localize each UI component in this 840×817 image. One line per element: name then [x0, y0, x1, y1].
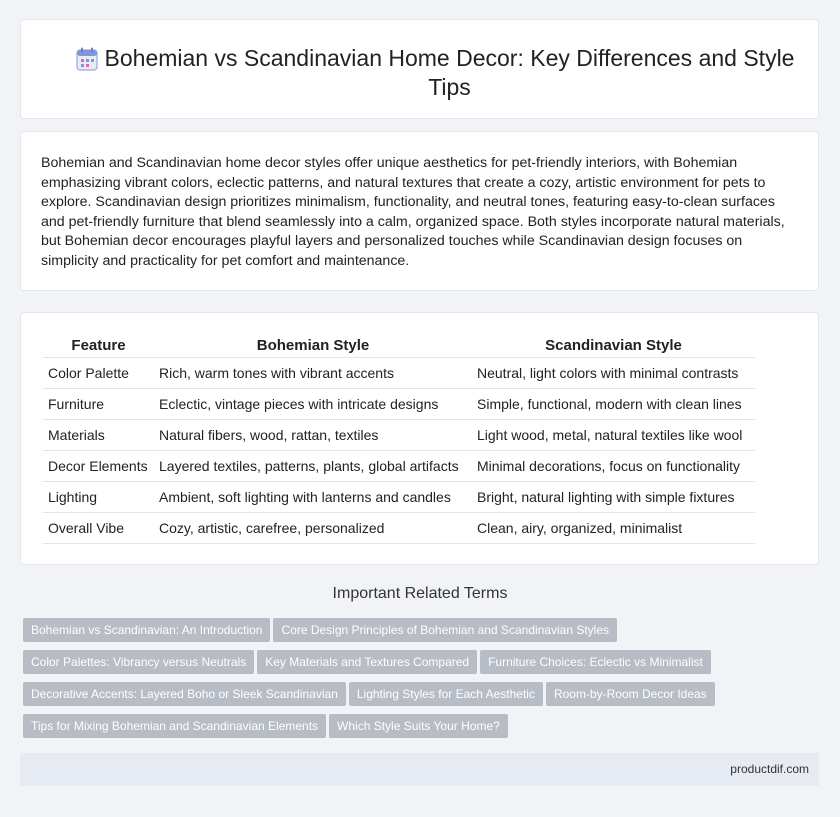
table-cell: Decor Elements: [43, 451, 154, 482]
table-cell: Eclectic, vintage pieces with intricate designs: [154, 389, 472, 420]
related-term-link[interactable]: Room-by-Room Decor Ideas: [546, 682, 715, 706]
table-row: [43, 358, 755, 389]
related-term-link[interactable]: Furniture Choices: Eclectic vs Minimalist: [480, 650, 711, 674]
table-header-row: [43, 333, 755, 358]
header-scandinavian: Scandinavian Style: [472, 333, 755, 358]
table-cell: Rich, warm tones with vibrant accents: [154, 358, 472, 389]
header-feature: Feature: [43, 333, 154, 358]
intro-card: [20, 131, 819, 291]
related-term-link[interactable]: Bohemian vs Scandinavian: An Introduction: [23, 618, 270, 642]
intro-text: Bohemian and Scandinavian home decor styles offer unique aesthetics for pet-friendly interiors, with Bohemian emphasizing vibrant colors, eclectic patterns, and natural textures that create a cozy, artistic environment for pets to explore. Scandinavian design prioritizes minimalism, functionality, and neutral tones, featuring easy-to-clean surfaces and pet-friendly furniture that blend seamlessly into a calm, organized space. Both styles incorporate natural materials, but Bohemian decor encourages playful layers and personalized touches while Scandinavian design focuses on simplicity and practicality for pet comfort and maintenance.: [41, 155, 785, 269]
table-cell: Color Palette: [43, 358, 154, 389]
table-cell: Ambient, soft lighting with lanterns and candles: [154, 482, 472, 513]
related-term-link[interactable]: Lighting Styles for Each Aesthetic: [349, 682, 543, 706]
table-cell: Natural fibers, wood, rattan, textiles: [154, 420, 472, 451]
header-card: [20, 19, 819, 119]
related-term-link[interactable]: Decorative Accents: Layered Boho or Sleek Scandinavian: [23, 682, 346, 706]
related-term-link[interactable]: Color Palettes: Vibrancy versus Neutrals: [23, 650, 254, 674]
table-cell: Bright, natural lighting with simple fixtures: [472, 482, 755, 513]
table-cell: Light wood, metal, natural textiles like wool: [472, 420, 755, 451]
table-cell: Layered textiles, patterns, plants, global artifacts: [154, 451, 472, 482]
footer-site-link[interactable]: productdif.com: [730, 762, 809, 776]
calendar-icon: [76, 47, 98, 71]
table-row: [43, 389, 755, 420]
table-row: [43, 420, 755, 451]
page-title: Bohemian vs Scandinavian Home Decor: Key Differences and Style Tips: [104, 45, 795, 100]
table-cell: Minimal decorations, focus on functionality: [472, 451, 755, 482]
comparison-card: [20, 312, 819, 565]
related-term-link[interactable]: Core Design Principles of Bohemian and Scandinavian Styles: [273, 618, 617, 642]
comparison-table: [43, 333, 755, 544]
table-cell: Simple, functional, modern with clean lines: [472, 389, 755, 420]
related-terms-list: [23, 618, 803, 746]
header-bohemian: Bohemian Style: [154, 333, 472, 358]
table-row: [43, 451, 755, 482]
table-cell: Overall Vibe: [43, 513, 154, 544]
footer: [20, 753, 819, 786]
table-cell: Neutral, light colors with minimal contrasts: [472, 358, 755, 389]
table-row: [43, 482, 755, 513]
table-cell: Cozy, artistic, carefree, personalized: [154, 513, 472, 544]
table-cell: Materials: [43, 420, 154, 451]
table-cell: Clean, airy, organized, minimalist: [472, 513, 755, 544]
related-terms-title: Important Related Terms: [332, 585, 508, 602]
table-cell: Lighting: [43, 482, 154, 513]
related-term-link[interactable]: Tips for Mixing Bohemian and Scandinavian Elements: [23, 714, 326, 738]
related-term-link[interactable]: Key Materials and Textures Compared: [257, 650, 477, 674]
related-term-link[interactable]: Which Style Suits Your Home?: [329, 714, 508, 738]
table-cell: Furniture: [43, 389, 154, 420]
table-row: [43, 513, 755, 544]
